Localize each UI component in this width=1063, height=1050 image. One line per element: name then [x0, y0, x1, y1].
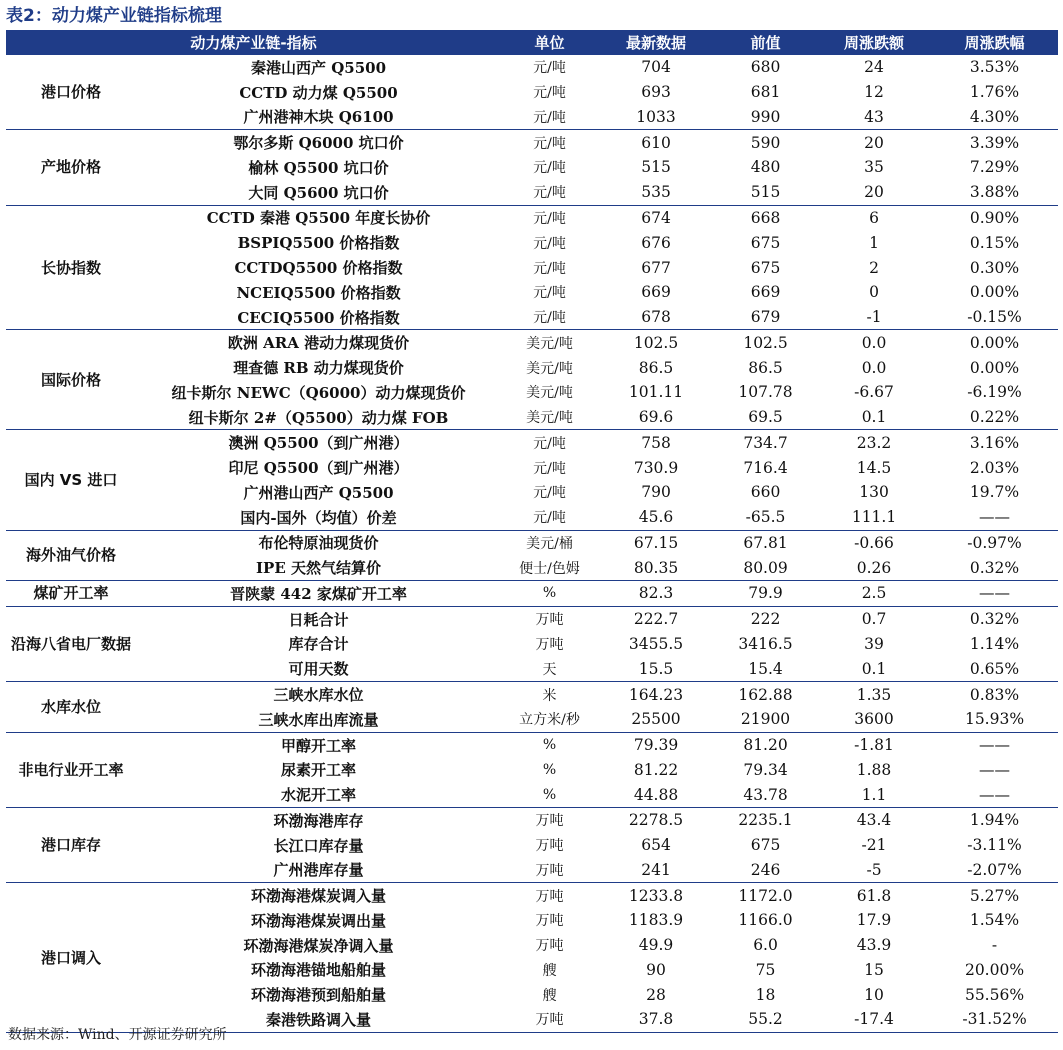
table-body: [6, 55, 1058, 1033]
unit: 元/吨: [533, 285, 566, 302]
previous-value: 679: [750, 308, 781, 327]
previous-value: 3416.5: [738, 634, 793, 653]
indicator-name: 榆林 Q5500 坑口价: [248, 158, 389, 177]
table-row: [6, 430, 1058, 455]
latest-value: 610: [598, 130, 714, 155]
previous-value: 680: [714, 55, 817, 80]
table-row: [6, 155, 1058, 180]
latest-value: 677: [641, 258, 671, 277]
unit: 万吨: [535, 862, 564, 879]
previous-value: 67.81: [714, 530, 817, 555]
weekly-change-pct: 0.00%: [969, 283, 1020, 302]
category-cell: 沿海八省电厂数据: [6, 606, 136, 681]
weekly-change-pct: 0.32%: [931, 606, 1058, 631]
latest-value: 3455.5: [628, 634, 684, 653]
category-cell: 港口价格: [6, 55, 136, 130]
weekly-change: 0.7: [817, 606, 931, 631]
category-cell: 港口调入: [6, 883, 136, 1033]
weekly-change-pct: 3.16%: [931, 430, 1058, 455]
unit: 万吨: [535, 838, 564, 855]
previous-value: 660: [750, 483, 781, 502]
unit: 元/吨: [501, 430, 598, 455]
unit: 美元/吨: [501, 330, 598, 355]
category-cell: 非电行业开工率: [6, 732, 136, 807]
previous-value: 669: [750, 283, 781, 302]
latest-value: 1033: [636, 107, 676, 126]
unit: 天: [542, 661, 557, 678]
indicator-name: 秦港山西产 Q5500: [136, 55, 501, 80]
weekly-change: -21: [861, 836, 887, 855]
category-cell: 产地价格: [6, 130, 136, 205]
table-row: [6, 581, 1058, 607]
latest-value: 678: [641, 308, 671, 327]
table-row: [6, 883, 1058, 908]
unit: 美元/吨: [526, 410, 573, 427]
indicator-name: IPE 天然气结算价: [256, 559, 381, 578]
latest-value: 2278.5: [598, 807, 714, 832]
table-row: [6, 732, 1058, 757]
unit: 元/吨: [533, 260, 566, 277]
latest-value: 101.11: [628, 383, 684, 402]
category-cell: 水库水位: [6, 682, 136, 733]
previous-value: 81.20: [714, 732, 817, 757]
weekly-change: 0.1: [861, 659, 887, 678]
latest-value: 67.15: [598, 530, 714, 555]
unit: 艘: [542, 987, 557, 1004]
previous-value: 18: [755, 985, 776, 1004]
latest-value: 654: [641, 836, 671, 855]
indicator-name: 环渤海港库存: [136, 807, 501, 832]
table-row: [6, 858, 1058, 883]
latest-value: 241: [641, 860, 671, 879]
indicator-name: 澳洲 Q5500（到广州港）: [136, 430, 501, 455]
weekly-change: 2: [869, 258, 879, 277]
weekly-change-pct: 1.14%: [969, 634, 1020, 653]
weekly-change: 39: [864, 634, 884, 653]
weekly-change: 23.2: [817, 430, 931, 455]
weekly-change: 6: [817, 205, 931, 230]
table-row: [6, 405, 1058, 430]
previous-value: 1166.0: [738, 911, 793, 930]
table-row: [6, 355, 1058, 380]
latest-value: 44.88: [633, 785, 679, 804]
latest-value: 704: [598, 55, 714, 80]
weekly-change: 24: [817, 55, 931, 80]
unit: 元/吨: [533, 85, 566, 102]
indicator-name: 库存合计: [288, 635, 349, 654]
latest-value: 535: [641, 183, 671, 202]
header-weekly-change-pct: 周涨跌幅: [931, 30, 1058, 55]
latest-value: 222.7: [598, 606, 714, 631]
weekly-change-pct: 0.90%: [931, 205, 1058, 230]
table-row: [6, 632, 1058, 657]
header-previous: 前值: [714, 30, 817, 55]
weekly-change: 1.1: [861, 785, 887, 804]
weekly-change: -17.4: [817, 1007, 931, 1032]
indicator-name: 环渤海港煤炭净调入量: [243, 936, 394, 955]
indicator-name: BSPIQ5500 价格指数: [237, 234, 400, 253]
table-row: [6, 280, 1058, 305]
previous-value: 75: [755, 960, 776, 979]
table-row: [6, 205, 1058, 230]
unit: %: [501, 581, 598, 607]
table-row: [6, 105, 1058, 130]
previous-value: 69.5: [748, 408, 783, 427]
weekly-change-pct: 20.00%: [964, 960, 1025, 979]
coal-indicator-table: [6, 30, 1058, 1033]
previous-value: 6.0: [753, 936, 778, 955]
previous-value: 734.7: [714, 430, 817, 455]
unit: 万吨: [501, 1007, 598, 1032]
table-row: [6, 833, 1058, 858]
weekly-change: 1: [869, 233, 879, 252]
weekly-change-pct: ——: [979, 760, 1011, 779]
weekly-change-pct: 0.30%: [969, 258, 1020, 277]
weekly-change-pct: -0.15%: [967, 308, 1022, 327]
unit: 元/吨: [533, 310, 566, 327]
weekly-change: 2.5: [817, 581, 931, 607]
table-row: [6, 782, 1058, 807]
latest-value: 730.9: [633, 458, 679, 477]
weekly-change-pct: 15.93%: [964, 710, 1025, 729]
latest-value: 28: [646, 985, 666, 1004]
table-row: [6, 80, 1058, 105]
unit: %: [542, 761, 557, 778]
unit: 元/吨: [501, 205, 598, 230]
indicator-name: 长江口库存量: [273, 836, 364, 855]
indicator-name: 三峡水库出库流量: [258, 710, 379, 729]
weekly-change: 1.35: [817, 682, 931, 707]
previous-value: 515: [750, 183, 781, 202]
weekly-change-pct: 1.54%: [969, 911, 1020, 930]
unit: 元/吨: [533, 185, 566, 202]
previous-value: 79.34: [743, 760, 788, 779]
weekly-change: 3600: [854, 710, 894, 729]
table-row: [6, 255, 1058, 280]
weekly-change-pct: 0.65%: [969, 659, 1020, 678]
indicator-name: 三峡水库水位: [136, 682, 501, 707]
weekly-change-pct: ——: [931, 581, 1058, 607]
weekly-change-pct: 3.39%: [931, 130, 1058, 155]
unit: 元/吨: [533, 510, 566, 527]
weekly-change: 0.1: [861, 408, 887, 427]
unit: 元/吨: [501, 130, 598, 155]
previous-value: 86.5: [748, 358, 783, 377]
previous-value: 681: [750, 83, 781, 102]
weekly-change-pct: ——: [931, 732, 1058, 757]
previous-value: 675: [750, 258, 781, 277]
unit: 万吨: [501, 807, 598, 832]
previous-value: 480: [750, 158, 781, 177]
weekly-change-pct: 1.94%: [931, 807, 1058, 832]
weekly-change-pct: -: [991, 936, 998, 955]
weekly-change-pct: 1.76%: [969, 83, 1020, 102]
weekly-change: 0.26: [856, 558, 892, 577]
indicator-name: 纽卡斯尔 NEWC（Q6000）动力煤现货价: [171, 383, 466, 402]
table-row: [6, 682, 1058, 707]
table-row: [6, 656, 1058, 681]
unit: 便士/色姆: [519, 560, 580, 577]
table-row: [6, 933, 1058, 958]
latest-value: 790: [641, 483, 671, 502]
weekly-change: -1: [866, 308, 882, 327]
table-row: [6, 230, 1058, 255]
category-cell: 国际价格: [6, 330, 136, 430]
unit: 元/吨: [533, 160, 566, 177]
indicator-name: 日耗合计: [136, 606, 501, 631]
unit: 万吨: [501, 606, 598, 631]
weekly-change-pct: 5.27%: [931, 883, 1058, 908]
latest-value: 164.23: [598, 682, 714, 707]
indicator-name: 国内-国外（均值）价差: [240, 508, 397, 527]
weekly-change: 10: [864, 985, 884, 1004]
latest-value: 81.22: [633, 760, 679, 779]
latest-value: 515: [641, 158, 671, 177]
indicator-name: 环渤海港煤炭调入量: [136, 883, 501, 908]
unit: 美元/吨: [526, 385, 573, 402]
indicator-name: NCEIQ5500 价格指数: [236, 283, 401, 302]
weekly-change: 12: [864, 83, 884, 102]
weekly-change-pct: 7.29%: [969, 158, 1020, 177]
unit: 米: [501, 682, 598, 707]
indicator-name: 大同 Q5600 坑口价: [248, 183, 389, 202]
indicator-name: CCTD 秦港 Q5500 年度长协价: [136, 205, 501, 230]
previous-value: 2235.1: [714, 807, 817, 832]
previous-value: 43.78: [743, 785, 788, 804]
latest-value: 79.39: [598, 732, 714, 757]
latest-value: 15.5: [638, 659, 674, 678]
unit: 元/吨: [533, 485, 566, 502]
header-indicator: 动力煤产业链-指标: [6, 30, 501, 55]
unit: 美元/吨: [526, 360, 573, 377]
unit: 美元/桶: [501, 530, 598, 555]
header-latest: 最新数据: [598, 30, 714, 55]
table-row: [6, 757, 1058, 782]
table-row: [6, 606, 1058, 631]
latest-value: 25500: [631, 710, 681, 729]
weekly-change-pct: -3.11%: [967, 836, 1022, 855]
weekly-change: 43.9: [856, 936, 892, 955]
indicator-name: 布伦特原油现货价: [136, 530, 501, 555]
indicator-name: 理查德 RB 动力煤现货价: [233, 359, 404, 378]
weekly-change: -6.67: [854, 383, 894, 402]
indicator-name: CECIQ5500 价格指数: [237, 308, 400, 327]
weekly-change-pct: -2.07%: [967, 860, 1022, 879]
unit: 元/吨: [533, 235, 566, 252]
source-note: 数据来源：Wind、开源证券研究所: [8, 1027, 227, 1043]
latest-value: 674: [598, 205, 714, 230]
weekly-change: 0: [869, 283, 879, 302]
table-row: [6, 480, 1058, 505]
latest-value: 90: [646, 960, 666, 979]
previous-value: 668: [714, 205, 817, 230]
table-row: [6, 530, 1058, 555]
indicator-name: 广州港神木块 Q6100: [243, 108, 394, 127]
weekly-change: -1.81: [817, 732, 931, 757]
category-cell: 长协指数: [6, 205, 136, 330]
weekly-change: 14.5: [856, 458, 892, 477]
table-row: [6, 130, 1058, 155]
indicator-name: 环渤海港锚地船舶量: [251, 961, 387, 980]
previous-value: 102.5: [714, 330, 817, 355]
indicator-name: CCTD 动力煤 Q5500: [239, 83, 398, 102]
previous-value: 79.9: [714, 581, 817, 607]
weekly-change-pct: -0.97%: [931, 530, 1058, 555]
table-row: [6, 908, 1058, 933]
previous-value: 675: [750, 233, 781, 252]
latest-value: 1233.8: [598, 883, 714, 908]
weekly-change-pct: 0.15%: [969, 233, 1020, 252]
previous-value: 21900: [740, 710, 791, 729]
unit: 万吨: [535, 938, 564, 955]
latest-value: 1183.9: [628, 911, 684, 930]
weekly-change-pct: 55.56%: [964, 985, 1025, 1004]
latest-value: 669: [641, 283, 671, 302]
latest-value: 758: [598, 430, 714, 455]
weekly-change-pct: ——: [979, 785, 1011, 804]
unit: 万吨: [535, 913, 564, 930]
weekly-change: 43: [864, 107, 884, 126]
latest-value: 693: [641, 83, 671, 102]
latest-value: 45.6: [638, 508, 674, 527]
latest-value: 82.3: [598, 581, 714, 607]
indicator-name: 秦港铁路调入量: [136, 1007, 501, 1032]
previous-value: 222: [714, 606, 817, 631]
table-row: [6, 55, 1058, 80]
header-row: [6, 30, 1058, 55]
weekly-change: 17.9: [856, 911, 892, 930]
indicator-name: 鄂尔多斯 Q6000 坑口价: [136, 130, 501, 155]
previous-value: 1172.0: [714, 883, 817, 908]
table-title: 表2：动力煤产业链指标梳理: [6, 6, 222, 26]
table-row: [6, 707, 1058, 732]
weekly-change: 61.8: [817, 883, 931, 908]
category-cell: 海外油气价格: [6, 530, 136, 581]
weekly-change-pct: 3.88%: [969, 183, 1020, 202]
previous-value: 15.4: [748, 659, 783, 678]
table-row: [6, 982, 1058, 1007]
indicator-name: 印尼 Q5500（到广州港）: [228, 459, 409, 478]
weekly-change-pct: 3.53%: [931, 55, 1058, 80]
unit: 艘: [542, 962, 557, 979]
weekly-change: 35: [864, 158, 884, 177]
unit: 元/吨: [533, 109, 566, 126]
weekly-change-pct: 0.00%: [969, 358, 1020, 377]
weekly-change: 111.1: [851, 508, 897, 527]
indicator-name: 纽卡斯尔 2#（Q5500）动力煤 FOB: [188, 408, 449, 427]
weekly-change-pct: ——: [979, 508, 1011, 527]
indicator-name: 广州港库存量: [273, 861, 364, 880]
table-row: [6, 807, 1058, 832]
weekly-change-pct: 0.22%: [969, 408, 1020, 427]
previous-value: 590: [714, 130, 817, 155]
unit: %: [501, 732, 598, 757]
table-row: [6, 330, 1058, 355]
indicator-name: CCTDQ5500 价格指数: [234, 259, 403, 277]
indicator-name: 可用天数: [288, 660, 349, 679]
indicator-name: 广州港山西产 Q5500: [243, 483, 394, 502]
header-weekly-change: 周涨跌额: [817, 30, 931, 55]
latest-value: 676: [641, 233, 671, 252]
table-row: [6, 180, 1058, 205]
previous-value: -65.5: [745, 508, 786, 527]
table-row: [6, 455, 1058, 480]
latest-value: 37.8: [598, 1007, 714, 1032]
latest-value: 69.6: [638, 408, 674, 427]
table-row: [6, 958, 1058, 983]
weekly-change-pct: -6.19%: [967, 383, 1022, 402]
weekly-change: 0.0: [861, 358, 887, 377]
weekly-change: 130: [859, 483, 889, 502]
weekly-change: 43.4: [817, 807, 931, 832]
unit: 元/吨: [533, 460, 566, 477]
unit: 元/吨: [501, 55, 598, 80]
latest-value: 80.35: [633, 558, 679, 577]
weekly-change: 20: [817, 130, 931, 155]
previous-value: 55.2: [714, 1007, 817, 1032]
weekly-change-pct: 4.30%: [969, 107, 1020, 126]
weekly-change-pct: -31.52%: [931, 1007, 1058, 1032]
weekly-change-pct: 19.7%: [969, 483, 1020, 502]
previous-value: 162.88: [714, 682, 817, 707]
weekly-change: 15: [864, 960, 884, 979]
weekly-change-pct: 2.03%: [969, 458, 1020, 477]
unit: %: [542, 786, 557, 803]
indicator-name: 环渤海港煤炭调出量: [251, 911, 387, 930]
previous-value: 246: [750, 860, 781, 879]
unit: 万吨: [535, 636, 564, 653]
indicator-name: 水泥开工率: [281, 786, 357, 805]
previous-value: 80.09: [743, 558, 788, 577]
unit: 万吨: [501, 883, 598, 908]
weekly-change-pct: 0.32%: [969, 558, 1020, 577]
weekly-change: -0.66: [817, 530, 931, 555]
previous-value: 675: [750, 836, 781, 855]
indicator-name: 环渤海港预到船舶量: [251, 986, 387, 1005]
latest-value: 86.5: [638, 358, 674, 377]
previous-value: 107.78: [738, 383, 793, 402]
header-unit: 单位: [501, 30, 598, 55]
table-row: [6, 555, 1058, 580]
category-cell: 国内 VS 进口: [6, 430, 136, 530]
indicator-name: 甲醇开工率: [136, 732, 501, 757]
weekly-change-pct: 0.00%: [931, 330, 1058, 355]
weekly-change: 1.88: [856, 760, 892, 779]
latest-value: 102.5: [598, 330, 714, 355]
table-row: [6, 305, 1058, 330]
unit: 立方米/秒: [519, 712, 580, 729]
indicator-name: 欧洲 ARA 港动力煤现货价: [136, 330, 501, 355]
previous-value: 990: [750, 107, 781, 126]
indicator-name: 尿素开工率: [281, 761, 357, 780]
category-cell: 港口库存: [6, 807, 136, 882]
table-row: [6, 380, 1058, 405]
weekly-change: 0.0: [817, 330, 931, 355]
weekly-change: -5: [866, 860, 882, 879]
indicator-name: 晋陕蒙 442 家煤矿开工率: [136, 581, 501, 607]
weekly-change: 20: [864, 183, 884, 202]
table-row: [6, 505, 1058, 530]
latest-value: 49.9: [638, 936, 674, 955]
previous-value: 716.4: [743, 458, 788, 477]
category-cell: 煤矿开工率: [6, 581, 136, 607]
weekly-change-pct: 0.83%: [931, 682, 1058, 707]
